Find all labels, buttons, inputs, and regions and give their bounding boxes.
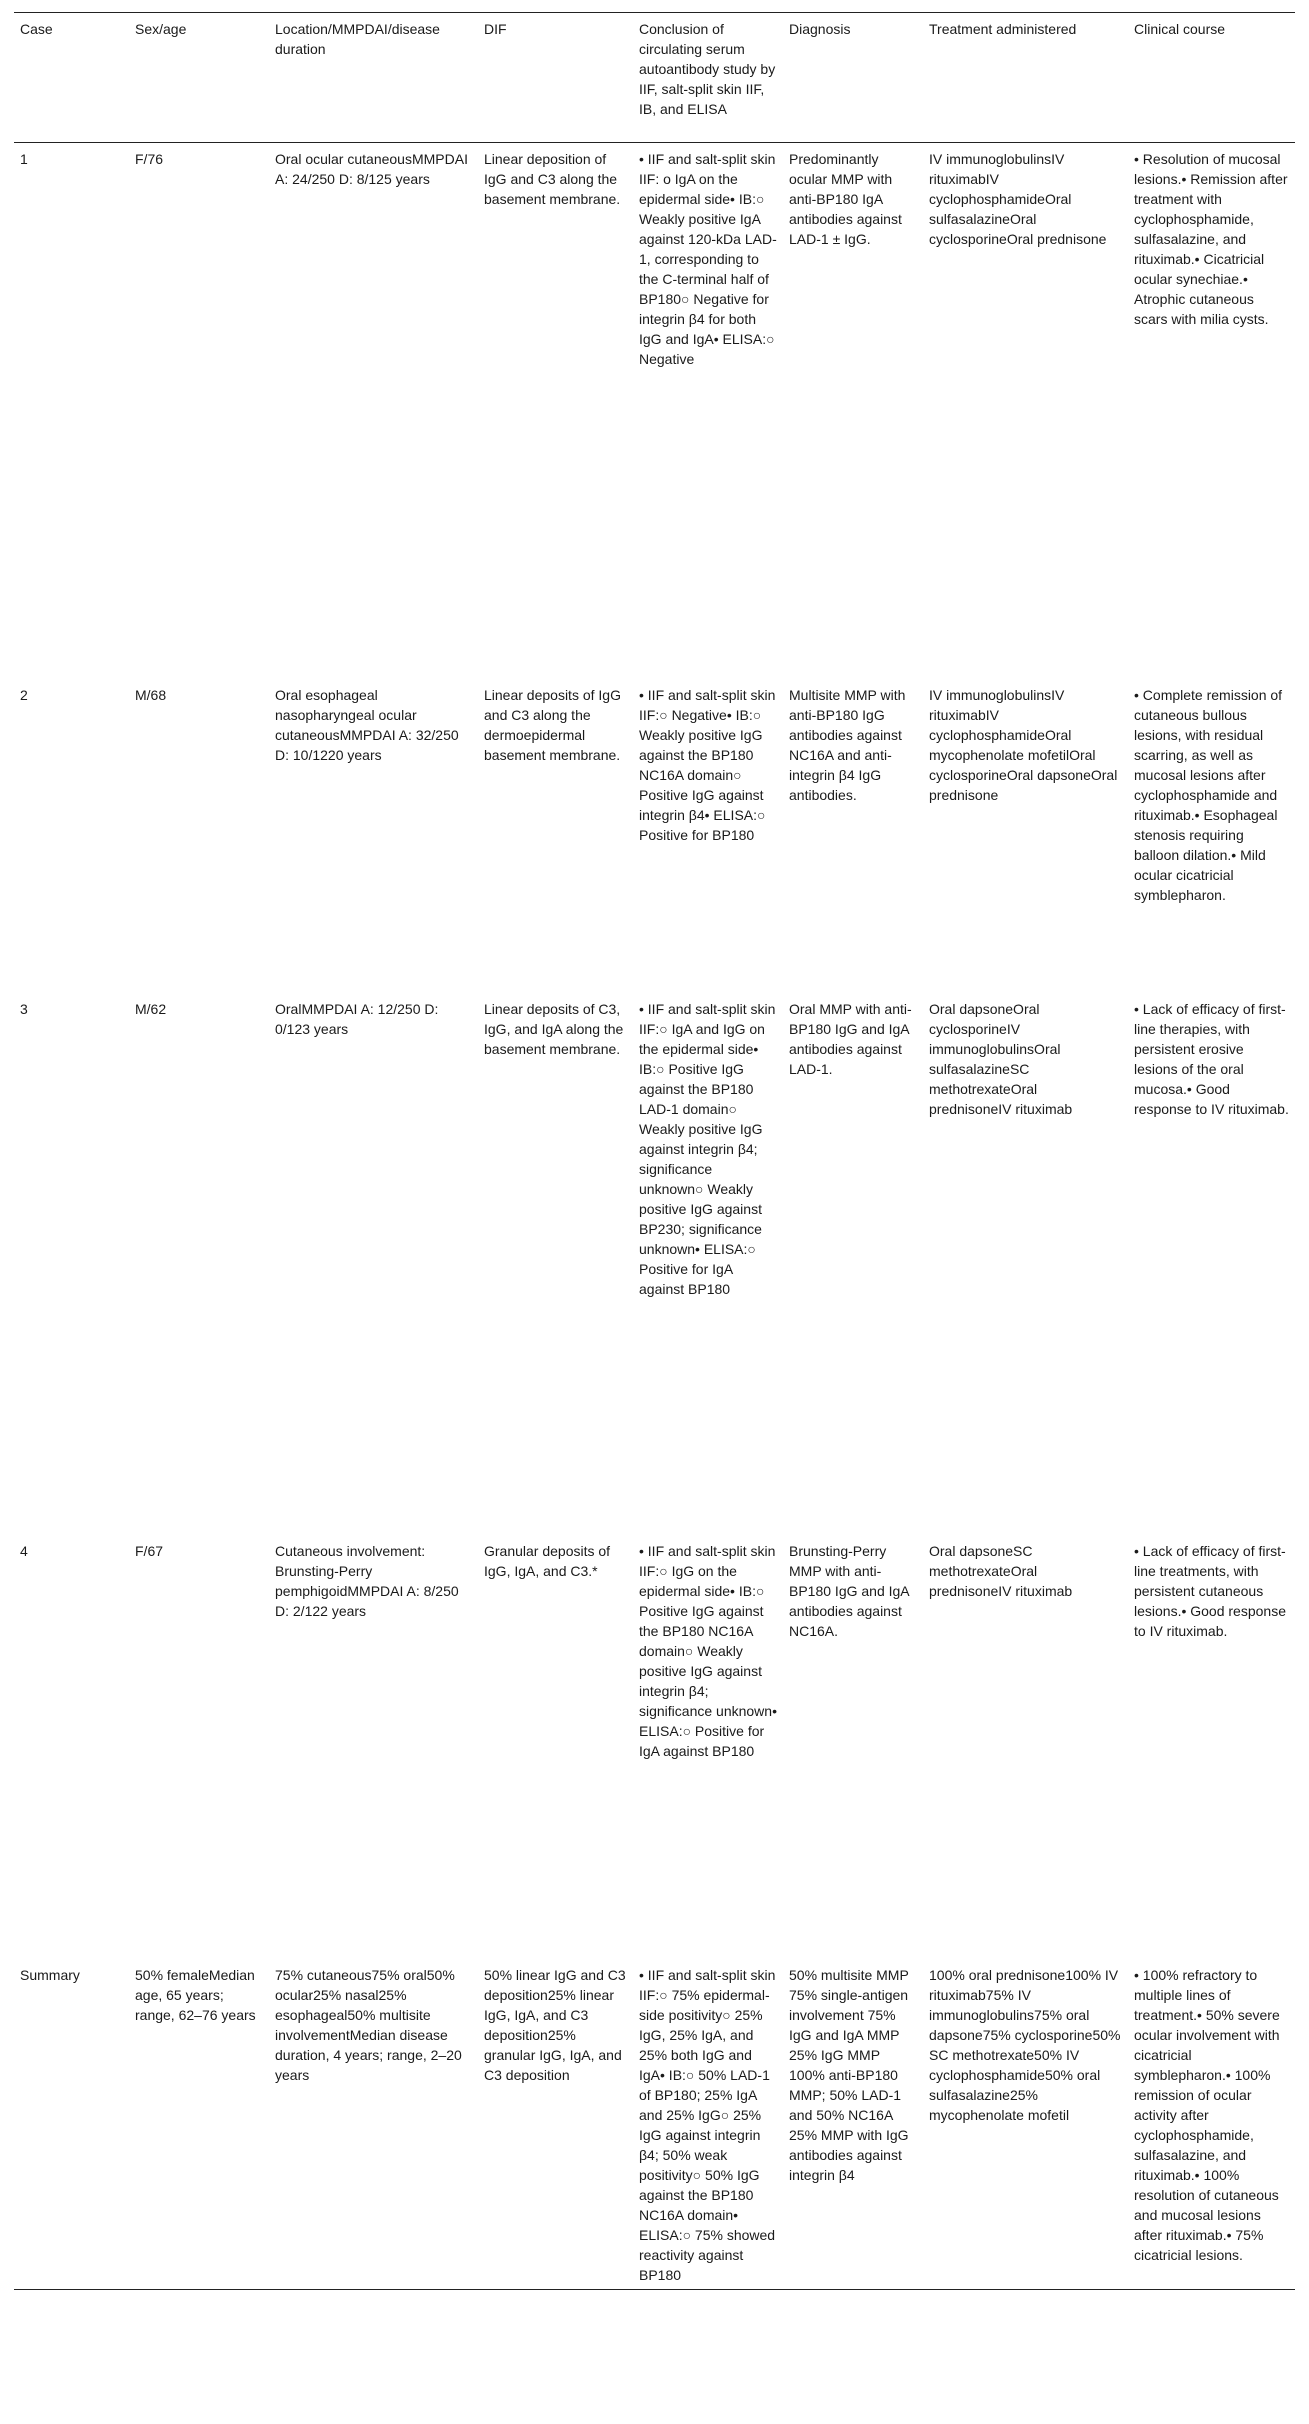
cell-conclusion: • IIF and salt-split skin IIF:○ IgA and IgG on the epidermal side• IB:○ Positive IgG against the BP180 LAD-1 domain○ Weakly positive IgG against integrin β4; significance unknown○ Weakly positive IgG against BP230; significance unknown• ELISA:○ Positive for IgA against BP180 [639, 1000, 776, 1297]
header-conclusion: Conclusion of circulating serum autoantibody study by IIF, salt-split skin IIF, IB, and ELISA [639, 21, 776, 117]
header-sex-age: Sex/age [135, 21, 187, 37]
clinical-cases-table [14, 12, 1295, 2290]
cell-sex-age: F/76 [135, 151, 164, 167]
cell-location: Oral ocular cutaneousMMPDAI A: 24/250 D: 8/125 years [275, 151, 468, 187]
cell-dif: Linear deposits of C3, IgG, and IgA along the basement membrane. [484, 1000, 624, 1057]
header-dif: DIF [484, 21, 507, 37]
table-header [14, 13, 1295, 143]
cell-diagnosis: Multisite MMP with anti-BP180 IgG antibodies against NC16A and anti-integrin β4 IgG antibodies. [789, 686, 906, 803]
cell-treatment: IV immunoglobulinsIV rituximabIV cyclophosphamideOral mycophenolate mofetilOral cyclosporineOral dapsoneOral prednisone [929, 686, 1118, 803]
cell-diagnosis: Oral MMP with anti-BP180 IgG and IgA antibodies against LAD-1. [789, 1000, 912, 1077]
cell-dif: Linear deposition of IgG and C3 along the basement membrane. [484, 151, 621, 207]
cell-case: Summary [20, 1966, 80, 1983]
table-row-case-4 [14, 1535, 1295, 1959]
table-row-case-3 [14, 993, 1295, 1535]
cell-case: 2 [20, 686, 28, 703]
table-body [14, 143, 1295, 2290]
header-location: Location/MMPDAI/disease duration [275, 21, 440, 57]
cell-sex-age: M/62 [135, 1000, 167, 1017]
table-row-case-2 [14, 679, 1295, 993]
cell-treatment: Oral dapsoneSC methotrexateOral prednisoneIV rituximab [929, 1542, 1073, 1599]
header-clinical-course: Clinical course [1134, 21, 1226, 37]
cell-diagnosis: Predominantly ocular MMP with anti-BP180 IgA antibodies against LAD-1 ± IgG. [789, 151, 902, 247]
cell-dif: Granular deposits of IgG, IgA, and C3.* [484, 1542, 611, 1579]
cell-sex-age: F/67 [135, 1542, 164, 1559]
cell-conclusion: • IIF and salt-split skin IIF:○ IgG on the epidermal side• IB:○ Positive IgG against the BP180 NC16A domain○ Weakly positive IgG against integrin β4; significance unknown• ELISA:○ Positive for IgA against BP180 [639, 1542, 777, 1759]
cell-treatment: Oral dapsoneOral cyclosporineIV immunoglobulinsOral sulfasalazineSC methotrexateOral prednisoneIV rituximab [929, 1000, 1073, 1117]
cell-conclusion: • IIF and salt-split skin IIF: o IgA on the epidermal side• IB:○ Weakly positive IgA against 120-kDa LAD-1, corresponding to the C-terminal half of BP180○ Negative for integrin β4 for both IgG and IgA• ELISA:○ Negative [639, 151, 777, 367]
cell-dif: Linear deposits of IgG and C3 along the dermoepidermal basement membrane. [484, 686, 621, 763]
cell-diagnosis: 50% multisite MMP 75% single-antigen involvement 75% IgG and IgA MMP 25% IgG MMP 100% anti-BP180 MMP; 50% LAD-1 and 50% NC16A 25% MMP with IgG antibodies against integrin β4 [789, 1966, 909, 2183]
cell-clinical-course: • Complete remission of cutaneous bullous lesions, with residual scarring, as well as mucosal lesions after cyclophosphamide and rituximab.• Esophageal stenosis requiring balloon dilation.• Mild ocular cicatricial symblepharon. [1134, 686, 1283, 903]
table-row-case-1 [14, 143, 1295, 679]
cell-location: Oral esophageal nasopharyngeal ocular cutaneousMMPDAI A: 32/250 D: 10/1220 years [275, 686, 459, 763]
cell-location: Cutaneous involvement: Brunsting-Perry pemphigoidMMPDAI A: 8/250 D: 2/122 years [275, 1542, 459, 1619]
cell-treatment: IV immunoglobulinsIV rituximabIV cyclophosphamideOral sulfasalazineOral cyclosporineOral prednisone [929, 151, 1107, 247]
cell-sex-age: M/68 [135, 686, 167, 703]
table-row-summary [14, 1959, 1295, 2290]
cell-clinical-course: • Lack of efficacy of first-line therapies, with persistent erosive lesions of the oral mucosa.• Good response to IV rituximab. [1134, 1000, 1289, 1117]
header-treatment: Treatment administered [929, 21, 1077, 37]
header-row [14, 13, 1295, 143]
cell-sex-age: 50% femaleMedian age, 65 years; range, 62–76 years [135, 1966, 256, 2023]
cell-location: 75% cutaneous75% oral50% ocular25% nasal25% esophageal50% multisite involvementMedian disease duration, 4 years; range, 2–20 years [275, 1966, 462, 2083]
cell-case: 3 [20, 1000, 28, 1017]
cell-conclusion: • IIF and salt-split skin IIF:○ 75% epidermal-side positivity○ 25% IgG, 25% IgA, and 25% both IgG and IgA• IB:○ 50% LAD-1 of BP180; 25% IgA and 25% IgG○ 25% IgG against integrin β4; 50% weak positivity○ 50% IgG against the BP180 NC16A domain• ELISA:○ 75% showed reactivity against BP180 [639, 1966, 776, 2283]
cell-treatment: 100% oral prednisone100% IV rituximab75% IV immunoglobulins75% oral dapsone75% cyclosporine50% SC methotrexate50% IV cyclophosphamide50% oral sulfasalazine25% mycophenolate mofetil [929, 1966, 1121, 2123]
cell-diagnosis: Brunsting-Perry MMP with anti-BP180 IgG and IgA antibodies against NC16A. [789, 1542, 909, 1639]
header-diagnosis: Diagnosis [789, 21, 851, 37]
header-case: Case [20, 21, 53, 37]
cell-clinical-course: • Lack of efficacy of first-line treatments, with persistent cutaneous lesions.• Good response to IV rituximab. [1134, 1542, 1286, 1639]
cell-conclusion: • IIF and salt-split skin IIF:○ Negative• IB:○ Weakly positive IgG against the BP180 NC16A domain○ Positive IgG against integrin β4• ELISA:○ Positive for BP180 [639, 686, 776, 843]
cell-clinical-course: • 100% refractory to multiple lines of treatment.• 50% severe ocular involvement with cicatricial symblepharon.• 100% remission of ocular activity after cyclophosphamide, sulfasalazine, and rituximab.• 100% resolution of cutaneous and mucosal lesions after rituximab.• 75% cicatricial lesions. [1134, 1966, 1280, 2263]
cell-dif: 50% linear IgG and C3 deposition25% linear IgG, IgA, and C3 deposition25% granular IgG, IgA, and C3 deposition [484, 1966, 626, 2083]
cell-case: 4 [20, 1542, 28, 1559]
cell-case: 1 [20, 151, 28, 167]
cell-clinical-course: • Resolution of mucosal lesions.• Remission after treatment with cyclophosphamide, sulfasalazine, and rituximab.• Cicatricial ocular synechiae.• Atrophic cutaneous scars with milia cysts. [1134, 151, 1288, 327]
cell-location: OralMMPDAI A: 12/250 D: 0/123 years [275, 1000, 439, 1037]
